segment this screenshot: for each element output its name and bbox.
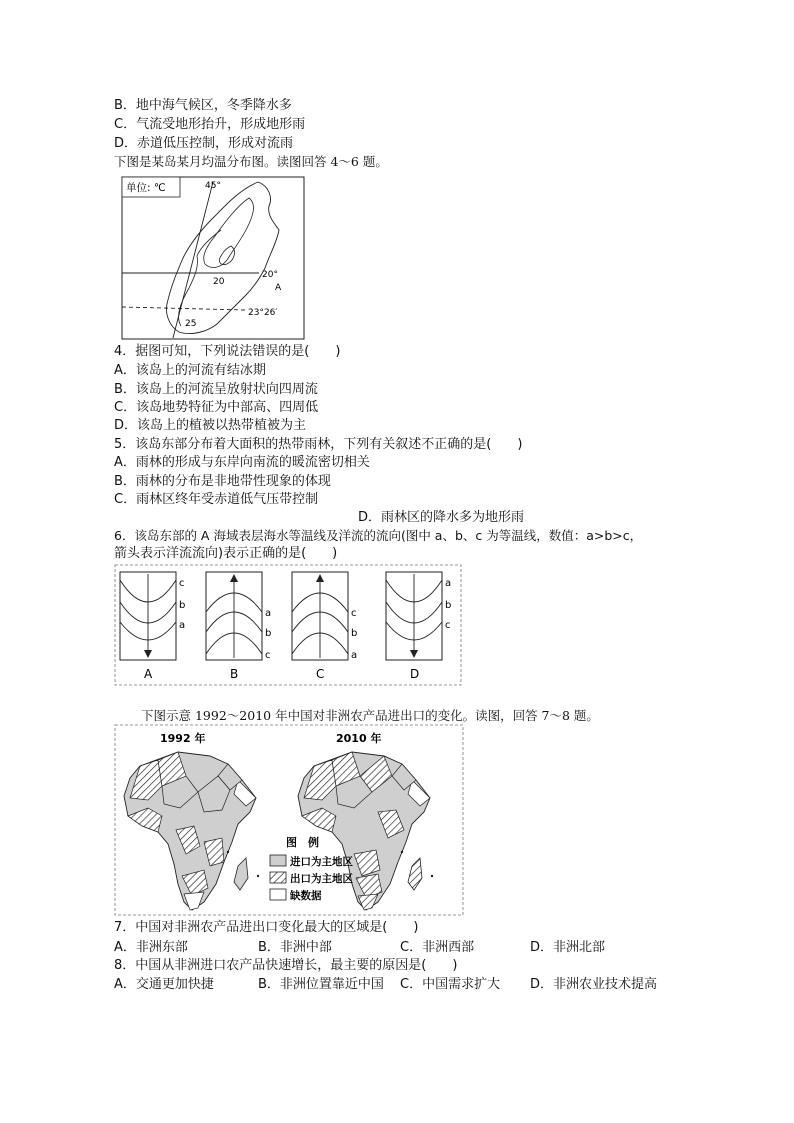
svg-text:a: a (445, 578, 452, 589)
lat-20-label: 20° (262, 270, 278, 280)
q4-option-d: D．该岛上的植被以热带植被为主 (114, 418, 307, 433)
svg-text:c: c (179, 578, 185, 589)
q8-option-d: D．非洲农业技术提高 (530, 977, 658, 992)
longitude-label: 45° (205, 181, 221, 191)
intro-q4-6: 下图是某岛某月均温分布图。读图回答 4～6 题。 (114, 154, 388, 169)
point-a-label: A (275, 283, 282, 293)
q5-option-d: D．雨林区的降水多为地形雨 (358, 510, 525, 525)
africa-map-1992 (124, 752, 259, 910)
svg-text:b: b (445, 600, 452, 611)
panel-a (120, 572, 185, 681)
svg-text:C: C (316, 667, 325, 681)
svg-text:b: b (179, 600, 186, 611)
q5-option-b: B．雨林的分布是非地带性现象的体现 (114, 474, 331, 489)
option-b-top: B．地中海气候区，冬季降水多 (114, 98, 292, 113)
q5-stem: 5．该岛东部分布着大面积的热带雨林，下列有关叙述不正确的是( ) (114, 437, 523, 452)
q4-stem: 4．据图可知，下列说法错误的是( ) (114, 344, 341, 359)
legend-title: 图 例 (286, 836, 319, 849)
panel-d (386, 572, 451, 681)
intro-q7-8: 下图示意 1992～2010 年中国对非洲农产品进出口的变化。读图，回答 7～8 题。 (141, 708, 599, 723)
map-legend (270, 835, 353, 902)
legend-swatch-import (270, 855, 286, 866)
svg-text:c: c (445, 620, 451, 631)
legend-swatch-export (270, 872, 286, 883)
panel-c (292, 572, 357, 681)
svg-text:A: A (144, 667, 153, 681)
q7-option-d: D．非洲北部 (530, 940, 606, 955)
island-temperature-map (121, 176, 305, 340)
q8-option-c: C．中国需求扩大 (400, 977, 501, 992)
africa-map-2010 (298, 752, 433, 910)
legend-swatch-nodata (270, 889, 286, 900)
q8-option-a: A．交通更加快捷 (114, 977, 214, 992)
q7-option-a: A．非洲东部 (114, 940, 188, 955)
isotherm-25-label: 25 (185, 319, 197, 329)
legend-import: 进口为主地区 (290, 856, 353, 868)
svg-text:c: c (351, 608, 357, 619)
africa-trade-maps (114, 724, 464, 916)
svg-text:D: D (410, 667, 420, 681)
q4-option-b: B．该岛上的河流呈放射状向四周流 (114, 382, 318, 397)
map-unit-label: 单位: ℃ (126, 182, 166, 194)
legend-nodata: 缺数据 (290, 890, 322, 902)
q4-option-a: A．该岛上的河流有结冰期 (114, 363, 266, 378)
svg-text:c: c (265, 650, 271, 661)
option-d-top: D．赤道低压控制，形成对流雨 (114, 136, 294, 151)
q7-option-b: B．非洲中部 (258, 940, 332, 955)
q4-option-c: C．该岛地势特征为中部高、四周低 (114, 400, 319, 415)
q6-stem-line2: 箭头表示洋流流向)表示正确的是( ) (114, 546, 338, 561)
svg-text:a: a (179, 620, 186, 631)
map-year-2010: 2010 年 (336, 732, 382, 745)
panel-b (206, 572, 271, 681)
isotherm-panels (114, 564, 462, 686)
svg-text:B: B (230, 667, 239, 681)
map-year-1992: 1992 年 (160, 732, 206, 745)
tropic-label: 23°26′ (248, 308, 278, 318)
svg-text:a: a (265, 608, 272, 619)
svg-text:b: b (351, 628, 358, 639)
legend-export: 出口为主地区 (290, 873, 353, 885)
q7-stem: 7．中国对非洲农产品进出口变化最大的区域是( ) (114, 920, 419, 935)
q8-option-b: B．非洲位置靠近中国 (258, 977, 384, 992)
q8-stem: 8．中国从非洲进口农产品快速增长，最主要的原因是( ) (114, 958, 458, 973)
q5-option-a: A．雨林的形成与东岸向南流的暖流密切相关 (114, 455, 370, 470)
q5-option-c: C．雨林区终年受赤道低气压带控制 (114, 492, 319, 507)
svg-text:a: a (351, 650, 358, 661)
svg-text:b: b (265, 628, 272, 639)
q6-stem-line1: 6．该岛东部的 A 海域表层海水等温线及洋流的流向(图中 a、b、c 为等温线，数值：a>b>c， (114, 528, 643, 543)
option-c-top: C．气流受地形抬升，形成地形雨 (114, 117, 306, 132)
q7-option-c: C．非洲西部 (400, 940, 475, 955)
isotherm-20-label: 20 (213, 277, 225, 287)
